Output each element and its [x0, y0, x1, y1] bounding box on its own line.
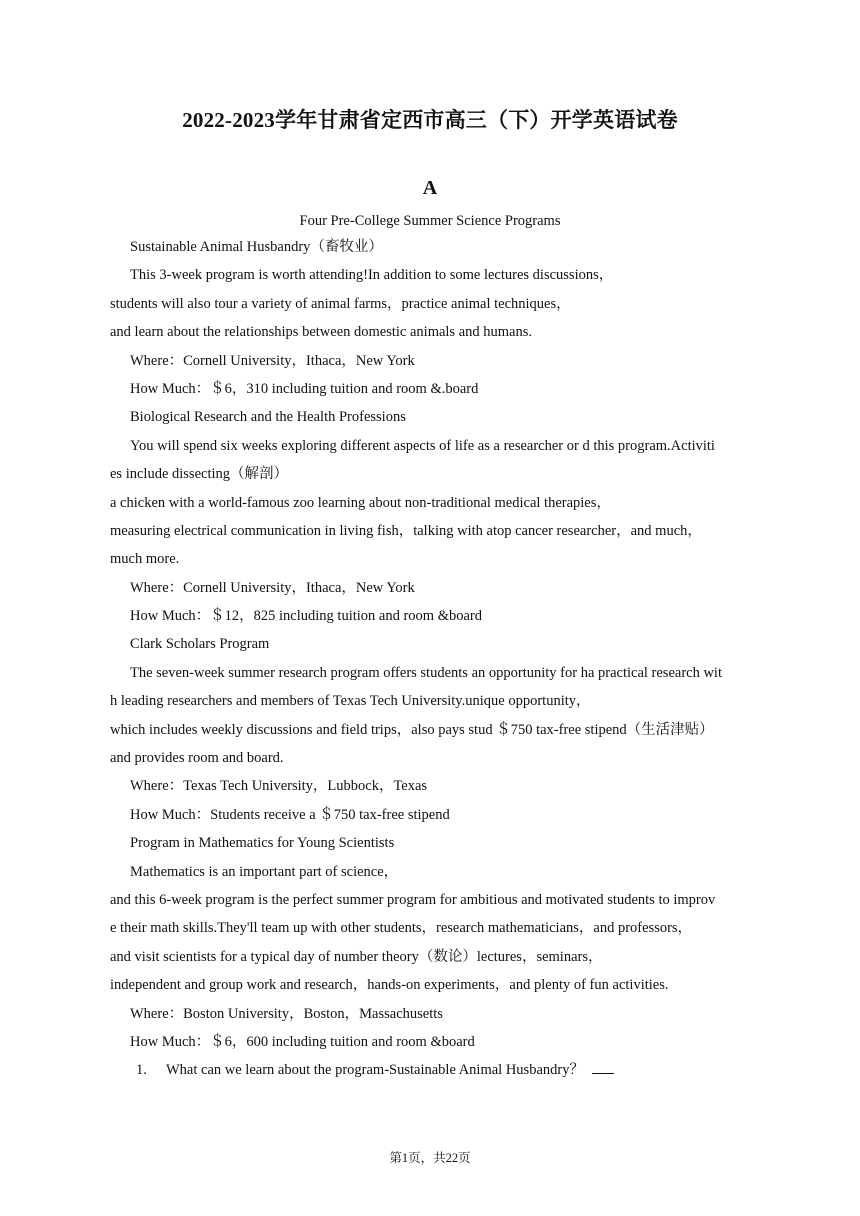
program-heading: Sustainable Animal Husbandry（畜牧业）: [130, 239, 383, 255]
program-cost: How Much：＄12，825 including tuition and room &board: [130, 608, 482, 625]
passage-line: h leading researchers and members of Texas Tech University.unique opportunity，: [110, 693, 591, 710]
passage-line: and visit scientists for a typical day of number theory（数论）lectures，seminars，: [110, 948, 603, 965]
program-location: Where：Cornell University，Ithaca，New York: [130, 352, 415, 369]
passage-title: Four Pre-College Summer Science Programs: [299, 213, 561, 229]
passage-line: which includes weekly discussions and field trips，also pays stud ＄750 tax-free stipend（生活津贴）: [110, 721, 714, 738]
passage-body: [110, 233, 752, 1085]
program-cost: How Much：Students receive a ＄750 tax-free stipend: [130, 806, 450, 823]
program-heading: Program in Mathematics for Young Scientists: [130, 835, 395, 852]
question-1: [110, 1056, 752, 1084]
section-label: A: [422, 177, 438, 199]
question-text: What can we learn about the program-Sustainable Animal Husbandry？: [166, 1062, 584, 1079]
passage-line: much more.: [110, 551, 180, 568]
passage-line: independent and group work and research，hands-on experiments，and plenty of fun activities.: [110, 977, 669, 994]
passage-line: e their math skills.They'll team up with other students，research mathematicians，and professors，: [110, 920, 693, 937]
passage-line: You will spend six weeks exploring different aspects of life as a researcher or d this program.Activiti: [130, 437, 715, 454]
answer-blank[interactable]: [592, 1061, 614, 1074]
program-location: Where：Texas Tech University，Lubbock，Texas: [130, 778, 428, 795]
program-cost: How Much：＄6，310 including tuition and room &.board: [130, 380, 479, 397]
passage-line: Mathematics is an important part of science，: [130, 863, 399, 880]
question-number: 1.: [136, 1062, 147, 1079]
passage-line: measuring electrical communication in living fish，talking with atop cancer researcher，and much，: [110, 522, 702, 539]
passage-line: students will also tour a variety of animal farms，practice animal techniques，: [110, 295, 571, 312]
passage-line: The seven-week summer research program offers students an opportunity for ha practical research wit: [130, 664, 722, 681]
passage-line: a chicken with a world-famous zoo learning about non-traditional medical therapies，: [110, 494, 611, 511]
passage-line: This 3-week program is worth attending!In addition to some lectures discussions，: [130, 267, 614, 284]
program-heading: Clark Scholars Program: [130, 636, 270, 653]
passage-line: and learn about the relationships between domestic animals and humans.: [110, 324, 532, 341]
program-location: Where：Cornell University，Ithaca，New York: [130, 579, 415, 596]
program-cost: How Much：＄6，600 including tuition and room &board: [130, 1033, 475, 1050]
exam-title: 2022-2023学年甘肃省定西市高三（下）开学英语试卷: [182, 108, 678, 132]
passage-line: es include dissecting（解剖）: [110, 466, 288, 483]
passage-line: and this 6-week program is the perfect summer program for ambitious and motivated students to improv: [110, 891, 716, 908]
program-heading: Biological Research and the Health Professions: [130, 409, 406, 426]
page-footer: 第1页，共22页: [389, 1151, 471, 1165]
program-location: Where：Boston University，Boston，Massachusetts: [130, 1005, 443, 1022]
passage-line: and provides room and board.: [110, 750, 284, 767]
